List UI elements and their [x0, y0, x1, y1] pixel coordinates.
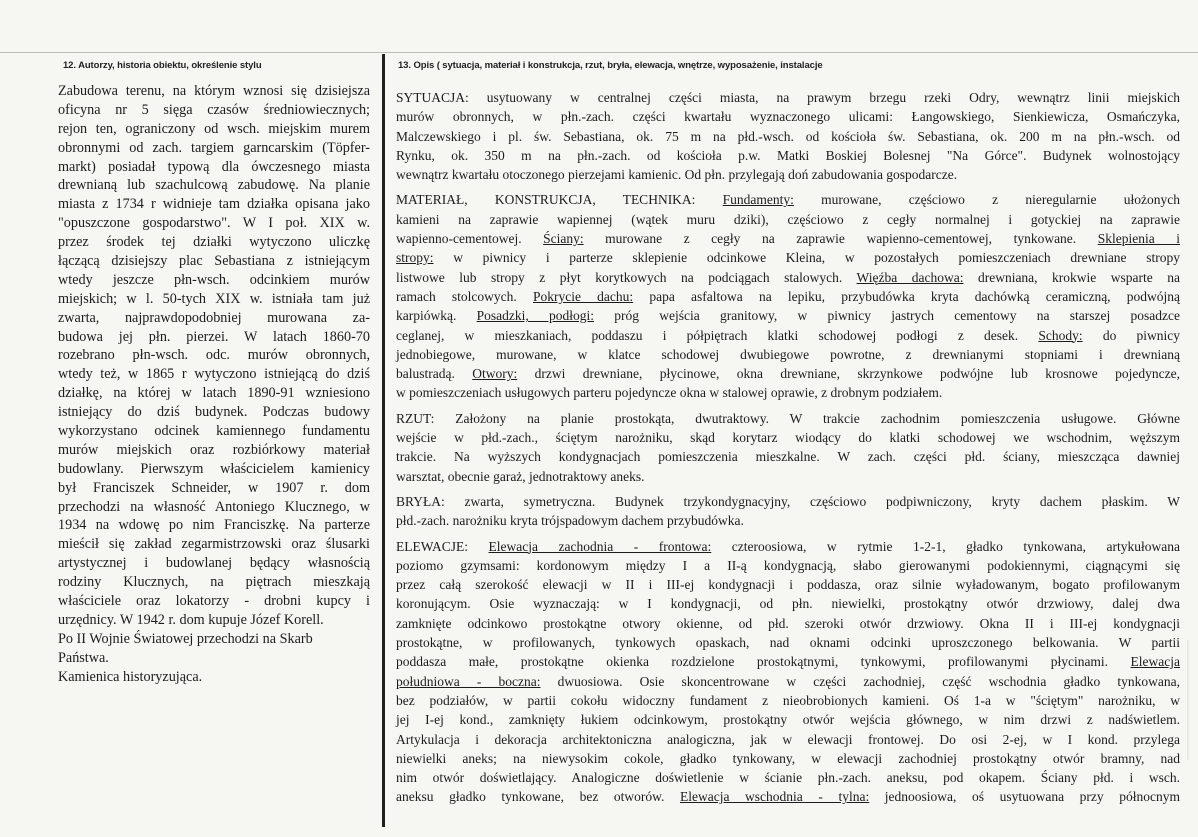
history-line: wtedy jeszcze płn-wsch. odcinkiem murów [58, 271, 370, 288]
history-line: był Franciszek Schneider, w 1907 r. dom [58, 479, 370, 496]
elewacje-text: poddasza małe, prostokątne okienka rozdzielone prostokątnymi, tynkowymi, profilowanymi płycinami. [396, 654, 1131, 670]
history-line: przez środek tej działki wytyczono uliczkę [58, 234, 370, 251]
description-text-column [396, 88, 1180, 807]
rzut-line: trakcie. Na wyższych kondygnacjach pomieszczenia mieszkalne. W zach. części płd. ściany, mieszcząca dawniej [396, 449, 1180, 465]
history-line: budowa jej płn. pierzei. W latach 1860-70 [58, 328, 370, 345]
history-line: obronnymi od zach. targiem garncarskim (Töpfer- [58, 139, 370, 156]
history-line: łączącą dzisiejszy plac Sebastiana z istniejącym [58, 253, 370, 270]
elewacje-text: poziomo gzymsami: kordonowym między I a II-ą kondygnacją, słabo gierowanymi podokiennymi, ciągnącymi się [396, 557, 1180, 573]
elewacje-text: dwuosiowa. Osie skoncentrowane w części zachodniej, część wschodnia gładko tynkowana, [540, 673, 1180, 689]
schody-term: Schody: [1038, 327, 1083, 343]
sytuacja-line: Rynku, ok. 350 m na płn.-zach. od kościoła p.w. Matki Boskiej Bolesnej "Na Górce". Budynek wolnostojący [396, 147, 1180, 163]
material-text: wapienno-cementowej. [396, 231, 544, 247]
elewacje-text: jej I-ej kond., zamknięty łukiem odcinkowym, prostokątny otwór wejścia głównego, w nim drzwi z nadświetlem. [396, 712, 1180, 728]
sytuacja-line: SYTUACJA: usytuowany w centralnej części miasta, na prawym brzegu rzeki Odry, wewnątrz linii miejskich [396, 90, 1180, 105]
history-line: rozebrano płn-wsch. odc. murów obronnych, [58, 347, 370, 364]
material-text: listwowe lub stropy z płyt korytkowych na podciągach stalowych. [396, 269, 857, 285]
material-text: murowane z cegły na zaprawie wapienno-cementowej, tynkowane. [583, 231, 1098, 247]
sytuacja-paragraph [396, 88, 1180, 184]
material-text: w pomieszczeniach usługowych parteru pojedyncze okna w stalowej oprawie, z drobnym podziałem. [396, 385, 943, 401]
history-line: budowlany. Pierwszym właścicielem kamienicy [58, 460, 370, 477]
material-text: w piwnicy i parterze sklepienie odcinkowe Kleina, w pozostałych pomieszczeniach drewniane stropy [433, 250, 1180, 266]
elewacje-text: prostokątne, w profilowanych, tynkowych opaskach, nad oknami odcinki uproszczonego belkowania. W partii [396, 635, 1180, 651]
history-line: przechodzi na własność Antoniego Klucznego, w [58, 498, 370, 515]
elewacja-zachodnia-term: Elewacja zachodnia - frontowa: [488, 538, 712, 554]
history-line: wtedy też, w 1865 r wytyczono istniejącą do dziś [58, 366, 370, 383]
sciany-term: Ściany: [543, 231, 584, 247]
sytuacja-line: wewnątrz kwartału otoczonego pierzejami kamienic. Od płn. przylegają doń zabudowania gospodarcze. [396, 167, 958, 183]
elewacje-paragraph [396, 537, 1180, 807]
material-text: murowane, częściowo z nieregularnie ułożonych [793, 192, 1180, 208]
history-line: 1934 na wdowę po nim Franciszkę. Na parterze [58, 517, 370, 534]
history-line: miasta z 1734 r widnieje tam działka opisana jako [58, 196, 370, 213]
history-line: właściciele oraz lokatorzy - drobni kupcy i [58, 593, 370, 610]
elewacja-poludniowa-term: Elewacja [1130, 654, 1180, 670]
history-line: oficyna nr 5 sięga czasów średniowiecznych; [58, 101, 370, 118]
elewacje-text: aneksu gładko tynkowane, bez otworów. [396, 789, 680, 805]
material-text: do piwnicy [1082, 327, 1181, 343]
fundamenty-term: Fundamenty: [722, 192, 794, 208]
history-line: miejskich; w l. 50-tych XIX w. istniała tam już [58, 290, 370, 307]
history-line: Państwa. [58, 649, 109, 666]
material-text: drewniana, krokwie wsparte na [963, 269, 1181, 285]
elewacja-poludniowa-term: południowa - boczna: [396, 673, 541, 689]
page-edge-shadow [1187, 640, 1190, 760]
history-line: urzędnicy. W 1942 r. dom kupuje Józef Korell. [58, 611, 324, 628]
history-line: istniejący do dziś budynek. Podczas budowy [58, 404, 370, 421]
history-line: drewnianą lub szachulcową zabudowę. Na planie [58, 177, 370, 194]
rzut-line: wejście w płd.-zach., ściętym narożniku, skąd korytarz wiodący do klatki schodowej we wschodnim, węższym [396, 430, 1180, 446]
material-text: ramach stolcowych. [396, 288, 533, 304]
material-text: drzwi drewniane, płycinowe, okna drewniane, skrzynkowe podwójne lub krosnowe pojedyncze, [517, 366, 1180, 382]
elewacje-text: czteroosiowa, w rytmie 1-2-1, gładko tynkowana, artykułowana [711, 538, 1180, 554]
elewacja-wschodnia-term: Elewacja wschodnia - tylna: [680, 789, 870, 805]
elewacje-text: Artykulacja i dekoracja architektoniczna analogiczna, jak w elewacji frontowej. Do osi 2-ej, w I kond. przylega [396, 731, 1180, 747]
elewacje-label: ELEWACJE: [396, 538, 489, 554]
section-13-heading: 13. Opis ( sytuacja, materiał i konstrukcja, rzut, bryła, elewacja, wnętrze, wyposażenie, instalacje [398, 60, 823, 71]
material-label: MATERIAŁ, KONSTRUKCJA, TECHNIKA: [396, 192, 723, 208]
elewacje-text: jednoosiowa, oś usytuowana przy północnym [869, 789, 1180, 805]
bryla-paragraph [396, 492, 1180, 531]
top-rule [0, 52, 1198, 53]
history-line: markt) posiadał typową dla ówczesnego miasta [58, 158, 370, 175]
history-line: artystycznej i budowlanej będący własnością [58, 555, 370, 572]
history-line: zwarta, najprawdopodobniej murowana za- [58, 309, 370, 326]
history-line: Zabudowa terenu, na którym wznosi się dzisiejsza [58, 83, 370, 99]
material-text: jednobiegowe, murowane, w klatce schodowej dwubiegowe powrotne, z drewnianymi stopniami i drewnianą [396, 346, 1180, 362]
rzut-line: RZUT: Założony na planie prostokąta, dwutraktowy. W trakcie zachodnim pomieszczenia usługowe. Główne [396, 410, 1180, 426]
elewacje-text: nim otwór doświetlający. Analogiczne doświetlenie w ścianie płn.-zach. aneksu, pod okapem. Ściany płd. i wsch. [396, 770, 1180, 786]
history-line: "opuszczone gospodarstwo". W I poł. XIX w. [58, 215, 370, 232]
material-text: próg wejścia granitowy, w piwnicy jastrych cementowy na starszej posadzce [594, 308, 1181, 324]
material-text: papa asfaltowa na lepiku, przybudówka kryta dachówką ceramiczną, podwójną [633, 288, 1180, 304]
otwory-term: Otwory: [472, 366, 518, 382]
material-text: kamieni na zaprawie wapiennej (wątek muru dziki), częściowo z cegły normalnej i gotyckiej na zaprawie [396, 211, 1180, 227]
rzut-paragraph [396, 409, 1180, 486]
sklepienia-term: Sklepienia i [1097, 231, 1180, 247]
history-line: rejon ten, ograniczony od wsch. miejskim murem [58, 120, 370, 137]
rzut-line: warsztat, obecnie garaż, jednotraktowy aneks. [396, 468, 645, 484]
history-line: rodziny Klucznych, na piętrach mieszkają [58, 574, 370, 591]
material-text: ceglanej, w mieszkaniach, poddaszu i półpiętrach klatki schodowej podłogi z desek. [396, 327, 1039, 343]
elewacje-text: przez całą szerokość elewacji w II i III-ej kondygnacji i poddasza, oraz silnie wyładowanym, bogato profilowanym [396, 577, 1180, 593]
stropy-term: stropy: [396, 250, 434, 266]
section-12-heading: 12. Autorzy, historia obiektu, określenie stylu [63, 60, 262, 71]
history-line: Po II Wojnie Światowej przechodzi na Skarb [58, 630, 313, 647]
bryla-line: płd.-zach. narożniku kryta trójspadowym dachem przybudówka. [396, 513, 744, 529]
sytuacja-line: Malczewskiego i pl. św. Sebastiana, ok. 75 m na płd.-wsch. od kościoła św. Sebastiana, ok. 200 m na płn.-wsch. od [396, 128, 1180, 144]
column-divider [382, 54, 385, 827]
history-line: mieścił się zakład zegarmistrzowski oraz ślusarki [58, 536, 370, 553]
history-line: Kamienica historyzująca. [58, 668, 203, 685]
sytuacja-line: murów obronnych, w płn.-zach. części kwartału wyznaczonego ulicami: Łangowskiego, Sienkiewicza, Osmańczyka, [396, 109, 1180, 125]
elewacje-text: zamknięte odcinkowo prostokątne otwory okienne, od płd. szeroki otwór drzwiowy. Okna II i III-ej kondygnacji [396, 615, 1180, 631]
wiezba-term: Więźba dachowa: [856, 269, 964, 285]
material-paragraph [396, 190, 1180, 402]
posadzki-term: Posadzki, podłogi: [476, 308, 595, 324]
material-text: karpiówką. [396, 308, 477, 324]
history-line: działkę, na której w latach 1890-91 wzniesiono [58, 385, 370, 402]
material-text: balustradą. [396, 366, 473, 382]
elewacje-text: niewielki aneks; na niewysokim cokole, gładko tynkowany, w elewacji zachodniej prostokątny otwór bramny, nad [396, 750, 1180, 766]
bryla-line: BRYŁA: zwarta, symetryczna. Budynek trzykondygnacyjny, częściowo podpiwniczony, kryty dachem płaskim. W [396, 493, 1180, 509]
elewacje-text: bez podziałów, w partii cokołu widoczny fundament z nieobrobionych kamieni. Oś 1-a w "ściętym" narożniku, w [396, 692, 1180, 708]
pokrycie-term: Pokrycie dachu: [532, 288, 634, 304]
history-line: murów miejskich oraz rozbiórkowy materiał [58, 441, 370, 458]
elewacje-text: koronującym. Osie wyznaczają: w I kondygnacji, od płn. niewielki, prostokątny otwór drzwiowy, dalej dwa [396, 596, 1180, 612]
history-line: wykorzystano odcinek kamiennego fundamentu [58, 423, 370, 440]
history-text-column [58, 82, 370, 687]
